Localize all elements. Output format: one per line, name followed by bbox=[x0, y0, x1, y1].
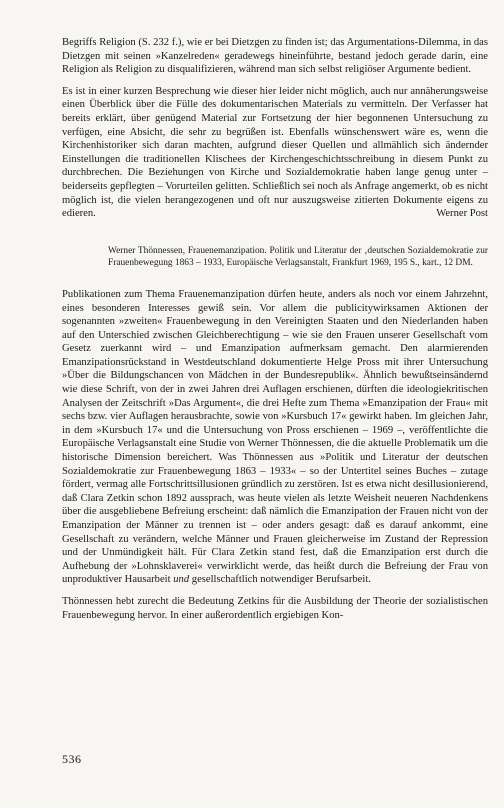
section-gap bbox=[62, 270, 488, 288]
paragraph-gap bbox=[62, 587, 488, 595]
review2-paragraph-1 bbox=[62, 288, 488, 587]
page-body bbox=[62, 36, 488, 622]
review2-paragraph-1-text-a: Publikationen zum Thema Frauenemanzipation dürfen heute, anders als noch vor einem Jahrzehnt, eines besonderen Interesses gewiß sein. Vor allem die publicitywirksamen Aktionen der sogenannten »zweiten« Frauenbewegung in den Vereinigten Staaten und den Niederlanden haben auf den Unterschied zwischen Gleichberechtigung – wie sie den Frauen unserer Gesellschaft vom Gesetz zuerkannt wird – und Emanzipation aufmerksam gemacht. Den alarmierenden Emanzipationsrückstand in Westdeutschland dokumentierte Helge Pross mit ihrer Untersuchung »Über die Bildungschancen von Mädchen in der Bundesrepublik«. Ähnlich bewußtseinsändernd wie diese Schrift, von der in zwei Jahren drei Auflagen erschienen, dürften die ideologiekritischen Analysen der Zeitschrift »Das Argument«, die drei Hefte zum Thema »Emanzipation der Frau« mit sechs bzw. vier Auflagen herausbrachte, sowie von »Kursbuch 17« gewirkt haben. Im gleichen Jahr, in dem »Kursbuch 17« und die Untersuchung von Pross erschienen – 1969 –, veröffentlichte die Europäische Verlagsanstalt eine Studie von Werner Thönnessen, die die aktuelle Problematik um die historische Dimension bereichert. Was Thönnessen aus »Politik und Literatur der deutschen Sozialdemokratie zur Frauenbewegung 1863 – 1933« – so der Untertitel seines Buches – zutage fördert, vermag alle Fortschrittsillusionen gründlich zu zerstören. Ist es etwa nicht desillusionierend, daß Clara Zetkin schon 1892 aussprach, was heute vielen als letzte Weisheit neueren Nachdenkens über die ausgebliebene Befreiung erscheint: daß nämlich die Emanzipation der Frauen nicht von der Emanzipation der Männer zu trennen ist – oder anders gesagt: daß es darauf ankommt, eine Gesellschaft zu verändern, welche Männer und Frauen gleicherweise im Zustand der Repression und der Unmündigkeit hält. Für Clara Zetkin stand fest, daß die Emanzipation erst durch die Aufhebung der »Lohnsklaverei« verwirklicht werde, das heißt durch die Befreiung der Frau von unproduktiver Hausarbeit bbox=[62, 288, 488, 586]
review2-paragraph-1-text-b: gesellschaftlich notwendiger Berufsarbeit. bbox=[191, 574, 371, 586]
review2-paragraph-2: Thönnessen hebt zurecht die Bedeutung Zetkins für die Ausbildung der Theorie der sozialistischen Frauenbewegung hervor. In einer außerordentlich ergiebigen Kon- bbox=[62, 595, 488, 621]
review1-paragraph-2 bbox=[62, 85, 488, 221]
emphasis-und: und bbox=[173, 574, 190, 586]
page-number: 536 bbox=[62, 752, 82, 766]
review1-paragraph-1: Begriffs Religion (S. 232 f.), wie er bei Dietzgen zu finden ist; das Argumentations-Dilemma, in das Dietzgen mit seinen »Kanzelreden« geradewegs hineinführte, bestand jedoch gerade darin, eine Religion als Religion zu disqualifizieren, während man sich selbst religiöser Argumente bedient. bbox=[62, 37, 488, 76]
reviewer-signature: Werner Post bbox=[436, 208, 488, 220]
paragraph-gap bbox=[62, 77, 488, 85]
bibliographic-entry: Werner Thönnessen, Frauenemanzipation. Politik und Literatur der ‚deutschen Sozialdemokratie zur Frauenbewegung 1863 – 1933, Europäische Verlagsanstalt, Frankfurt 1969, 195 S., kart., 12 DM. bbox=[108, 245, 488, 269]
review1-paragraph-2-text: Es ist in einer kurzen Besprechung wie dieser hier leider nicht möglich, auch nur annäherungsweise einen Überblick über die Fülle des dokumentarischen Materials zu vermitteln. Der Verfasser hat bereits erklärt, über genügend Material zur Fortsetzung der hier begonnenen Untersuchung zu verfügen, eine Absicht, die sehr zu begrüßen ist. Ebenfalls wünschenswert wäre es, wenn die Kirchenhistoriker sich daran machten, aufgrund dieser Quellen und allmählich sich ändernder Einstellungen die traditionellen Klischees der Kirchengeschichtsschreibung in diesem Punkt zu durchbrechen. Die Beziehungen von Kirche und Sozialdemokratie haben lange genug unter – beiderseits gepflegten – Vorurteilen gelitten. Schließlich sei noch als Anfrage angemerkt, ob es nicht möglich ist, die vielen herangezogenen und oft nur auszugsweise zitierten Dokumente eigens zu edieren. bbox=[62, 85, 488, 220]
